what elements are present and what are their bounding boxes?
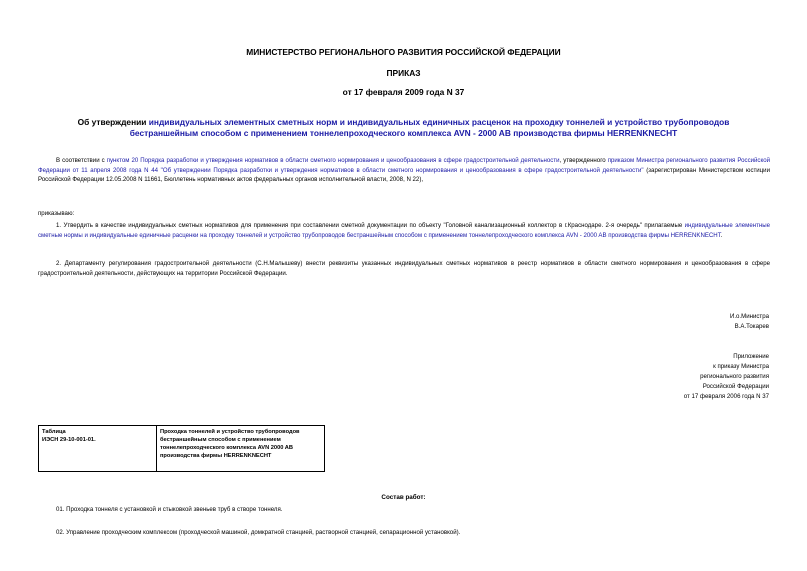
appendix-line-1: Приложение	[733, 353, 769, 360]
ministry-heading: МИНИСТЕРСТВО РЕГИОНАЛЬНОГО РАЗВИТИЯ РОССИЙСКОЙ ФЕДЕРАЦИИ	[246, 47, 561, 57]
appendix-line-2: к приказу Министра	[713, 363, 769, 370]
clause-1-link[interactable]: индивидуальные элементные сметные нормы и индивидуальные единичные расценки на проходку тоннелей и устройство трубопроводов бестраншейным способом с применением тоннелепроходческого комплекса AVN - 2000 AB производства фирмы HERRENKNECHT	[38, 222, 770, 239]
preamble-link-2[interactable]: приказом Министра регионального развития Российской Федерации от 11 апреля 2008 года N 44 "Об утверждении Порядка разработки и утверждения нормативов в области сметного нормирования и ценообразования в сфере градостроительной деятельности"	[38, 157, 770, 174]
preamble-text-3: (зарегистрирован Министерством юстиции Российской Федерации 12.05.2008 N 11661, Бюллетень нормативных актов федеральных органов исполнительной власти, 2008, N 22),	[38, 166, 770, 183]
appendix-line-5: от 17 февраля 2006 года N 37	[683, 393, 769, 400]
appendix-block	[684, 352, 769, 402]
table-label: Таблица	[42, 429, 66, 435]
preamble-text-1: В соответствии с	[56, 157, 107, 164]
preamble-link-1[interactable]: пунктом 20 Порядка разработки и утверждения нормативов в области сметного нормирования и ценообразования в сфере градостроительной деятельности	[106, 157, 560, 164]
appendix-line-3: регионального развития	[700, 373, 769, 380]
table-code: ИЭСН 29-10-001-01.	[42, 437, 96, 443]
work-item: 01. Проходка тоннеля с установкой и стыковкой звеньев труб в створе тоннеля.	[56, 506, 283, 513]
clause-1-end: .	[720, 231, 723, 239]
signature-name: В.А.Токарев	[734, 323, 769, 330]
title-link[interactable]: индивидуальных элементных сметных норм и индивидуальных единичных расценок на проходку тоннелей и устройство трубопроводов бестраншейным способом с применением тоннелепроходческого комплекса AVN - 2000 AB производства фирмы HERRENKNECHT	[129, 117, 730, 138]
order-date: от 17 февраля 2009 года N 37	[342, 87, 465, 97]
clause-1-text: 1. Утвердить в качестве индивидуальных сметных нормативов для применения при составлении сметной документации по объекту "Головной канализационный коллектор в г.Краснодаре. 2-я очередь" прилагаемые	[56, 222, 685, 229]
clause-1	[38, 221, 770, 240]
preamble-paragraph	[38, 156, 770, 185]
title-prefix: Об утверждении	[77, 117, 149, 127]
work-item: 02. Управление проходческим комплексом (проходческой машиной, домкратной станцией, растворной станцией, сепарационной установкой).	[56, 529, 461, 536]
appendix-line-4: Российской Федерации	[702, 383, 769, 390]
table-label-cell	[39, 426, 157, 472]
signature-block	[730, 312, 769, 332]
norm-table	[38, 425, 325, 472]
composition-heading: Состав работ:	[381, 494, 426, 501]
clause-2: 2. Департаменту регулирования градостроительной деятельности (С.Н.Малышеву) внести реквизиты указанных индивидуальных сметных нормативов в реестр нормативов в области сметного нормирования и ценообразования в сфере градостроительной деятельности, действующих на территории Российской Федерации.	[38, 260, 770, 277]
table-row	[39, 426, 325, 472]
order-verb: приказываю:	[38, 210, 75, 217]
preamble-text-2: , утвержденного	[559, 157, 608, 164]
signature-position: И.о.Министра	[729, 313, 769, 320]
table-description-cell: Проходка тоннелей и устройство трубопроводов бестраншейным способом с применением тоннелепроходческого комплекса AVN 2000 AB производства фирмы HERRENKNECHT	[157, 426, 325, 472]
document-title	[0, 117, 807, 139]
order-heading: ПРИКАЗ	[386, 68, 421, 78]
